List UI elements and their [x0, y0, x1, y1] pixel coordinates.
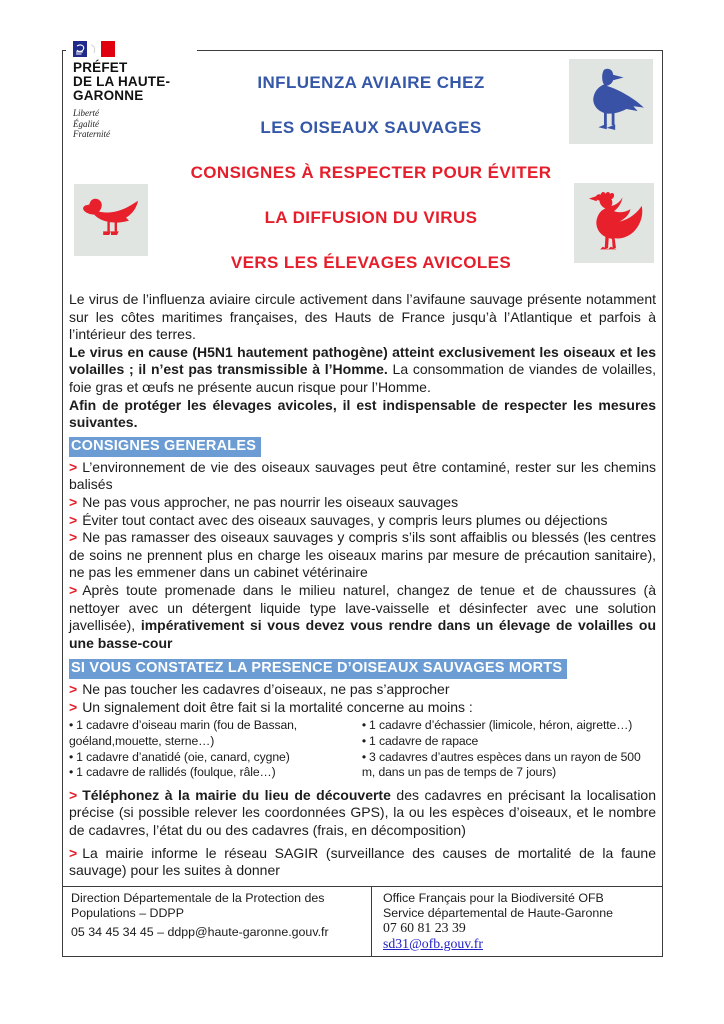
consigne-3: [69, 512, 656, 530]
consigne-3-text: Éviter tout contact avec des oiseaux sauvages, y compris leurs plumes ou déjections: [82, 511, 608, 528]
intro-paragraph-3: Afin de protéger les élevages avicoles, il est indispensable de respecter les mesures suivantes.: [69, 396, 656, 431]
ofb-box: [371, 887, 662, 956]
hen-image: [574, 183, 654, 263]
casualty-list-right: [362, 718, 656, 780]
consigne-2: [69, 494, 656, 512]
duck-icon: [80, 190, 142, 250]
motto-line: Fraternité: [73, 129, 110, 140]
french-flag-icon: [73, 41, 115, 57]
bullet-marker: >: [69, 698, 78, 715]
casualty-item: • 3 cadavres d’autres espèces dans un rayon de 500 m, dans un pas de temps de 7 jours): [361, 749, 641, 780]
casualty-item: • 1 cadavre d’échassier (limicole, héron, aigrette…): [361, 718, 633, 733]
bullet-marker: >: [69, 493, 78, 510]
bullet-marker: >: [69, 529, 78, 546]
header: [63, 51, 662, 283]
title-red-line-2: LA DIFFUSION DU VIRUS: [264, 208, 478, 227]
dot-marker: •: [361, 734, 366, 749]
prefet-name-line: GARONNE: [73, 87, 144, 103]
casualty-item: • 1 cadavre de rapace: [361, 734, 479, 749]
consigne-2-text: Ne pas vous approcher, ne pas nourrir les oiseaux sauvages: [82, 493, 459, 510]
content-frame: [62, 50, 663, 957]
bullet-marker: >: [69, 786, 78, 803]
bullet-marker: >: [69, 681, 78, 698]
consigne-5-bold: impérativement si vous devez vous rendre dans un élevage de volailles ou une basse-cour: [69, 617, 656, 651]
report-bullet-1-text: Ne pas toucher les cadavres d’oiseaux, ne pas s’approcher: [82, 681, 450, 698]
title-red-line-1: CONSIGNES À RESPECTER POUR ÉVITER: [190, 163, 552, 182]
sagir-bullet-text: La mairie informe le réseau SAGIR (surveillance des causes de mortalité de la faune sauvage) pour les suites à donner: [69, 844, 656, 879]
intro-paragraph-2-rest: La consommation de viandes de volailles, foie gras et œufs ne présente aucun risque pour l’Homme.: [69, 361, 656, 395]
seagull-icon: [576, 65, 646, 139]
sagir-bullet: [69, 845, 656, 880]
ofb-email-link[interactable]: sd31@ofb.gouv.fr: [383, 935, 483, 951]
ofb-phone: 07 60 81 23 39: [383, 920, 466, 935]
ddpp-contact: 05 34 45 34 45 – ddpp@haute-garonne.gouv.fr: [71, 925, 329, 939]
duck-image: [74, 184, 148, 256]
title-block: [185, 73, 557, 298]
title-blue-line-2: LES OISEAUX SAUVAGES: [260, 118, 482, 137]
title-red-line-3: VERS LES ÉLEVAGES AVICOLES: [230, 253, 512, 272]
ddpp-org: Direction Départementale de la Protection des Populations – DDPP: [71, 891, 325, 920]
hen-icon: [581, 190, 647, 256]
bullet-marker: >: [69, 511, 78, 528]
bullet-marker: >: [69, 844, 78, 861]
casualty-item: • 1 cadavre de rallidés (foulque, râle…): [69, 765, 276, 780]
gov-logo: [66, 38, 197, 142]
prefet-name-line: DE LA HAUTE-: [73, 73, 171, 89]
section1-header: CONSIGNES GENERALES: [69, 437, 261, 457]
consigne-5: [69, 582, 656, 652]
report-bullet-2: [69, 699, 656, 717]
prefet-name-line: PRÉFET: [73, 60, 128, 75]
casualty-item: • 1 cadavre d’anatidé (oie, canard, cygne): [69, 749, 290, 764]
ddpp-box: [63, 887, 371, 956]
dot-marker: •: [69, 765, 74, 780]
footer: [63, 886, 662, 956]
consigne-1: [69, 459, 656, 494]
intro-paragraph-2-bold: Le virus en cause (H5N1 hautement pathogène) atteint exclusivement les oiseaux et les volailles ; il n’est pas transmissible à l’Homme.: [69, 343, 656, 378]
report-bullet-1: [69, 681, 656, 699]
report-bullet-2-text: Un signalement doit être fait si la mortalité concerne au moins :: [82, 698, 473, 715]
bullet-marker: >: [69, 581, 78, 598]
dot-marker: •: [69, 718, 74, 733]
telephone-bullet: [69, 787, 656, 840]
section2-header: SI VOUS CONSTATEZ LA PRESENCE D’OISEAUX SAUVAGES MORTS: [69, 659, 567, 679]
motto-line: Liberté: [73, 108, 99, 119]
dot-marker: •: [361, 718, 366, 733]
consigne-4: [69, 529, 656, 582]
casualty-columns: [69, 718, 656, 780]
casualty-list-left: [69, 718, 352, 780]
ofb-org: Office Français pour la Biodiversité OFB: [383, 891, 604, 905]
bullet-marker: >: [69, 458, 78, 475]
motto-line: Égalité: [73, 118, 99, 129]
intro-paragraph-1: Le virus de l’influenza aviaire circule activement dans l’avifaune sauvage présente notamment sur les côtes maritimes françaises, des Hauts de France jusqu’à l’Atlantique et parfois à l’intérieur des terres.: [69, 291, 656, 343]
seagull-image: [569, 59, 653, 144]
title-blue-line-1: INFLUENZA AVIAIRE CHEZ: [257, 73, 485, 92]
telephone-bullet-text: des cadavres en précisant la localisation précise (si possible relever les coordonnées GPS), la ou les espèces d’oiseaux, et le nombre de cadavres, l’état du ou des cadavres (frais, en décomposition): [69, 786, 656, 839]
telephone-bullet-bold: Téléphonez à la mairie du lieu de découverte: [82, 786, 391, 803]
consigne-4-text: Ne pas ramasser des oiseaux sauvages y compris s’ils sont affaiblis ou blessés (les centres de soins ne prennent plus en charge les oiseaux marins par mesure de précaution sanitaire), ne pas les emmener dans un cabinet vétérinaire: [69, 529, 656, 581]
consigne-5-text: Après toute promenade dans le milieu naturel, changez de tenue et de chaussures (à nettoyer avec un détergent liquide type lave-vaisselle et désinfecter avec une solution javellisée),: [69, 581, 656, 634]
consigne-1-text: L’environnement de vie des oiseaux sauvages peut être contaminé, rester sur les chemins balisés: [69, 458, 656, 493]
body-text: [63, 283, 662, 880]
dot-marker: •: [361, 749, 366, 764]
casualty-item: • 1 cadavre d’oiseau marin (fou de Bassan, goéland,mouette, sterne…): [69, 718, 298, 749]
ofb-service: Service départemental de Haute-Garonne: [383, 905, 614, 920]
intro-paragraph-2: [69, 344, 656, 397]
dot-marker: •: [69, 749, 74, 764]
